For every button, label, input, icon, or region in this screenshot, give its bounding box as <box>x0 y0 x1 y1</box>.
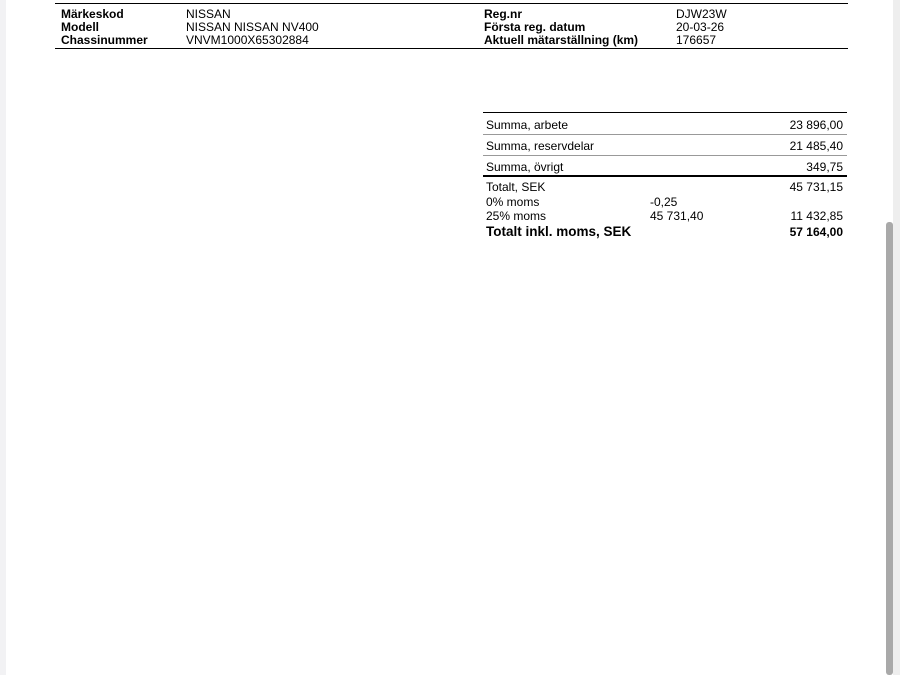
vat0-label: 0% moms <box>486 195 540 209</box>
labor-label: Summa, arbete <box>486 118 569 132</box>
reg-label: Reg.nr <box>484 7 523 21</box>
vat0-base: -0,25 <box>650 195 678 209</box>
chassis-value: VNVM1000X65302884 <box>186 33 309 47</box>
scrollbar-track[interactable] <box>893 0 900 675</box>
vat25-base: 45 731,40 <box>650 209 704 223</box>
first-reg-value: 20-03-26 <box>676 20 725 34</box>
brand-value: NISSAN <box>186 7 231 21</box>
labor-value: 23 896,00 <box>789 118 843 132</box>
total-value: 45 731,15 <box>789 180 843 194</box>
parts-value: 21 485,40 <box>789 139 843 153</box>
vat25-value: 11 432,85 <box>790 209 843 223</box>
odometer-label: Aktuell mätarställning (km) <box>484 33 639 47</box>
vat25-label: 25% moms <box>486 209 547 223</box>
parts-label: Summa, reservdelar <box>486 139 595 153</box>
chassis-label: Chassinummer <box>61 33 148 47</box>
model-label: Modell <box>61 20 99 34</box>
brand-label: Märkeskod <box>61 7 124 21</box>
first-reg-label: Första reg. datum <box>484 20 586 34</box>
totals-block <box>483 112 847 242</box>
row-divider <box>483 155 847 156</box>
grand-total-label: Totalt inkl. moms, SEK <box>486 224 632 239</box>
model-value: NISSAN NISSAN NV400 <box>186 20 319 34</box>
grand-total-value: 57 164,00 <box>789 225 843 239</box>
row-divider <box>483 134 847 135</box>
document-page <box>6 0 893 675</box>
total-label: Totalt, SEK <box>486 180 546 194</box>
scrollbar-thumb[interactable] <box>886 222 893 675</box>
other-label: Summa, övrigt <box>486 160 564 174</box>
reg-value: DJW23W <box>676 7 727 21</box>
totals-top-rule <box>483 112 847 113</box>
odometer-value: 176657 <box>676 33 717 47</box>
other-value: 349,75 <box>806 160 843 174</box>
vehicle-info-block <box>55 3 848 49</box>
totals-thick-rule <box>483 175 847 177</box>
